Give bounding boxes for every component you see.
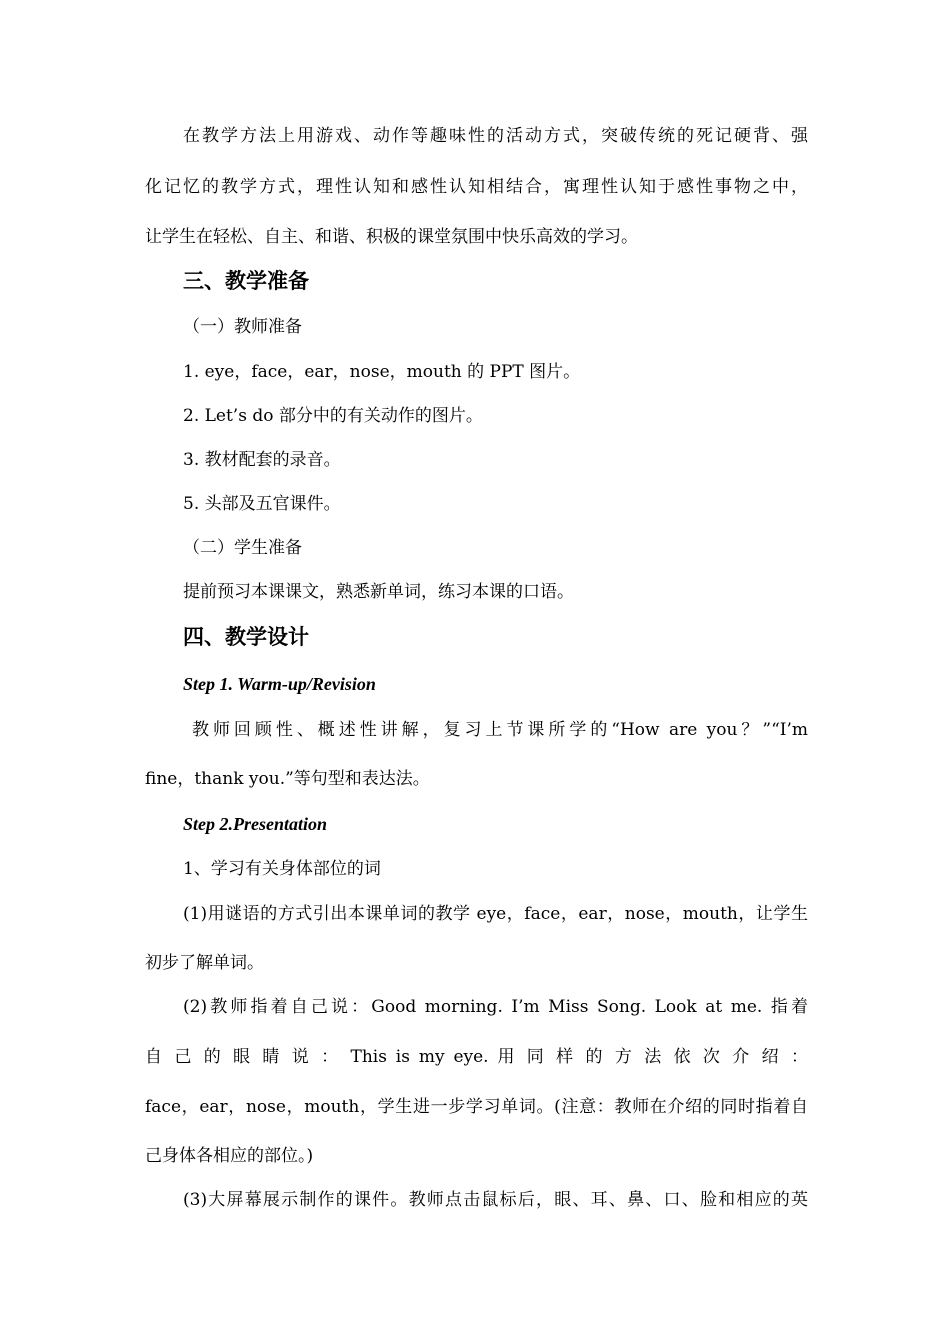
student-prep-heading: （二）学生准备 (183, 538, 302, 558)
step-2-p3-line-1: (3)大屏幕展示制作的课件。教师点击鼠标后，眼、耳、鼻、口、脸和相应的英 (183, 1190, 808, 1210)
step-2-p2-line-1: (2)教师指着自己说：Good morning. I’m Miss Song. Look at me. 指着 (183, 997, 808, 1017)
student-prep-text: 提前预习本课课文，熟悉新单词，练习本课的口语。 (183, 582, 574, 602)
intro-line-3: 让学生在轻松、自主、和谐、积极的课堂氛围中快乐高效的学习。 (145, 227, 638, 247)
step-1-line-2: fine，thank you.”等句型和表达法。 (145, 769, 430, 789)
teacher-prep-item-3: 3. 教材配套的录音。 (183, 450, 341, 470)
step-1-title: Step 1. Warm-up/Revision (183, 674, 376, 694)
teacher-prep-item-1: 1. eye，face，ear，nose，mouth 的 PPT 图片。 (183, 362, 581, 382)
step-2-p1-line-2: 初步了解单词。 (145, 953, 264, 973)
intro-line-1: 在教学方法上用游戏、动作等趣味性的活动方式，突破传统的死记硬背、强 (183, 126, 808, 146)
teacher-prep-item-2: 2. Let’s do 部分中的有关动作的图片。 (183, 406, 483, 426)
step-1-line-1: 教师回顾性、概述性讲解，复习上节课所学的“How are you？”“I’m (192, 720, 808, 740)
step-2-p2-line-3: face，ear，nose，mouth，学生进一步学习单词。(注意：教师在介绍的同时指着自 (145, 1097, 808, 1117)
step-2-title: Step 2.Presentation (183, 814, 328, 834)
section-4-heading: 四、教学设计 (183, 625, 309, 649)
step-2-p2-line-2: 自 己 的 眼 睛 说 ： This is my eye. 用 同 样 的 方 法 依 次 介 绍 ： (145, 1047, 808, 1067)
intro-line-2: 化记忆的教学方式，理性认知和感性认知相结合，寓理性认知于感性事物之中， (145, 177, 808, 197)
step-2-p1-line-1: (1)用谜语的方式引出本课单词的教学 eye，face，ear，nose，mouth，让学生 (183, 904, 808, 924)
teacher-prep-item-4: 5. 头部及五官课件。 (183, 494, 341, 514)
teacher-prep-heading: （一）教师准备 (183, 317, 302, 337)
step-2-p2-line-4: 己身体各相应的部位。) (145, 1146, 314, 1166)
step-2-subheading-1: 1、学习有关身体部位的词 (183, 859, 381, 879)
section-3-heading: 三、教学准备 (183, 269, 309, 293)
